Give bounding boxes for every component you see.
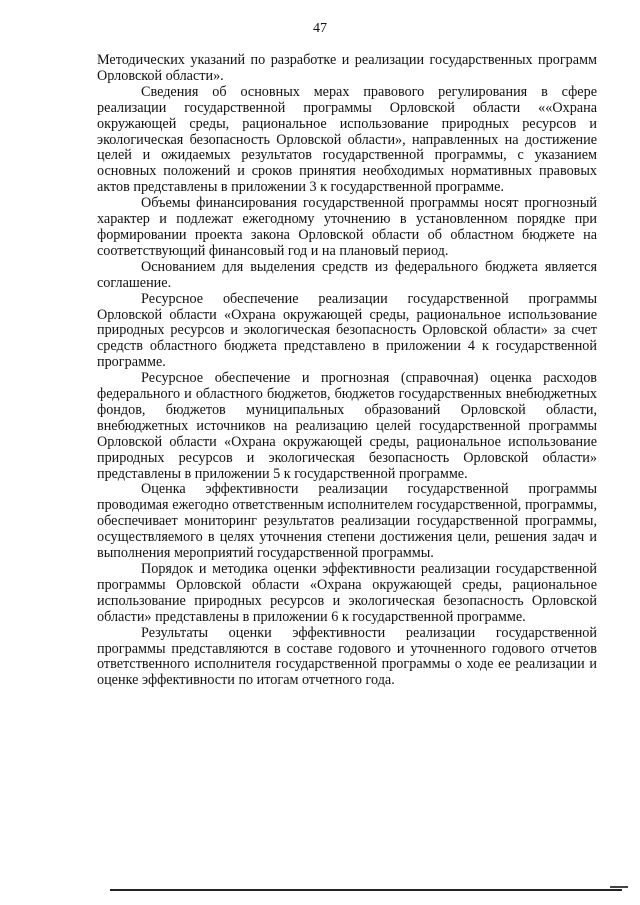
paragraph: Результаты оценки эффективности реализации государственной программы представляются в составе годового и уточненного годового отчетов ответственного исполнителя государственной программы о ходе ее реализации и оценке эффективности по итогам отчетного года. xyxy=(97,624,597,689)
document-body xyxy=(97,53,597,689)
paragraph: Ресурсное обеспечение реализации государственной программы Орловской области «Охрана окружающей среды, рациональное использование природных ресурсов и экологическая безопасность Орловской области» за счет средств областного бюджета представлено в приложении 4 к государственной программе. xyxy=(97,290,597,371)
paragraph: Основанием для выделения средств из федерального бюджета является соглашение. xyxy=(97,258,597,291)
paragraph: Порядок и методика оценки эффективности реализации государственной программы Орловской области «Охрана окружающей среды, рациональное использование природных ресурсов и экологическая безопасность Орловской области» представлены в приложении 6 к государственной программе. xyxy=(97,561,597,625)
page-number: 47 xyxy=(313,21,327,36)
paragraph: Сведения об основных мерах правового регулирования в сфере реализации государственной программы Орловской области ««Охрана окружающей среды, рациональное использование природных ресурсов и экологическая безопасность Орловской области», направленных на достижение целей и ожидаемых результатов государственной программы, с указанием основных положений и сроков принятия необходимых нормативных правовых актов представлены в приложении 3 к государственной программе. xyxy=(97,83,597,196)
bottom-scan-edge-line xyxy=(110,889,622,891)
paragraph: Оценка эффективности реализации государственной программы проводимая ежегодно ответственным исполнителем государственной, программы, обеспечивает мониторинг результатов реализации государственной программы, осуществляемого в целях уточнения степени достижения цели, решения задач и выполнения мероприятий государственной программы. xyxy=(97,481,597,562)
paragraph: Методических указаний по разработке и реализации государственных программ Орловской области». xyxy=(97,52,597,84)
paragraph: Объемы финансирования государственной программы носят прогнозный характер и подлежат ежегодному уточнению в установленном порядке при формировании проекта закона Орловской области об областном бюджете на соответствующий финансовый год и на плановый период. xyxy=(97,195,597,259)
paragraph: Ресурсное обеспечение и прогнозная (справочная) оценка расходов федерального и областного бюджетов, бюджетов государственных внебюджетных фондов, бюджетов муниципальных образований Орловской области, внебюджетных источников на реализацию целей государственной программы Орловской области «Охрана окружающей среды, рациональное использование природных ресурсов и экологическая безопасность Орловской области» представлены в приложении 5 к государственной программе. xyxy=(97,370,597,482)
bottom-scan-edge-mark xyxy=(610,886,628,888)
